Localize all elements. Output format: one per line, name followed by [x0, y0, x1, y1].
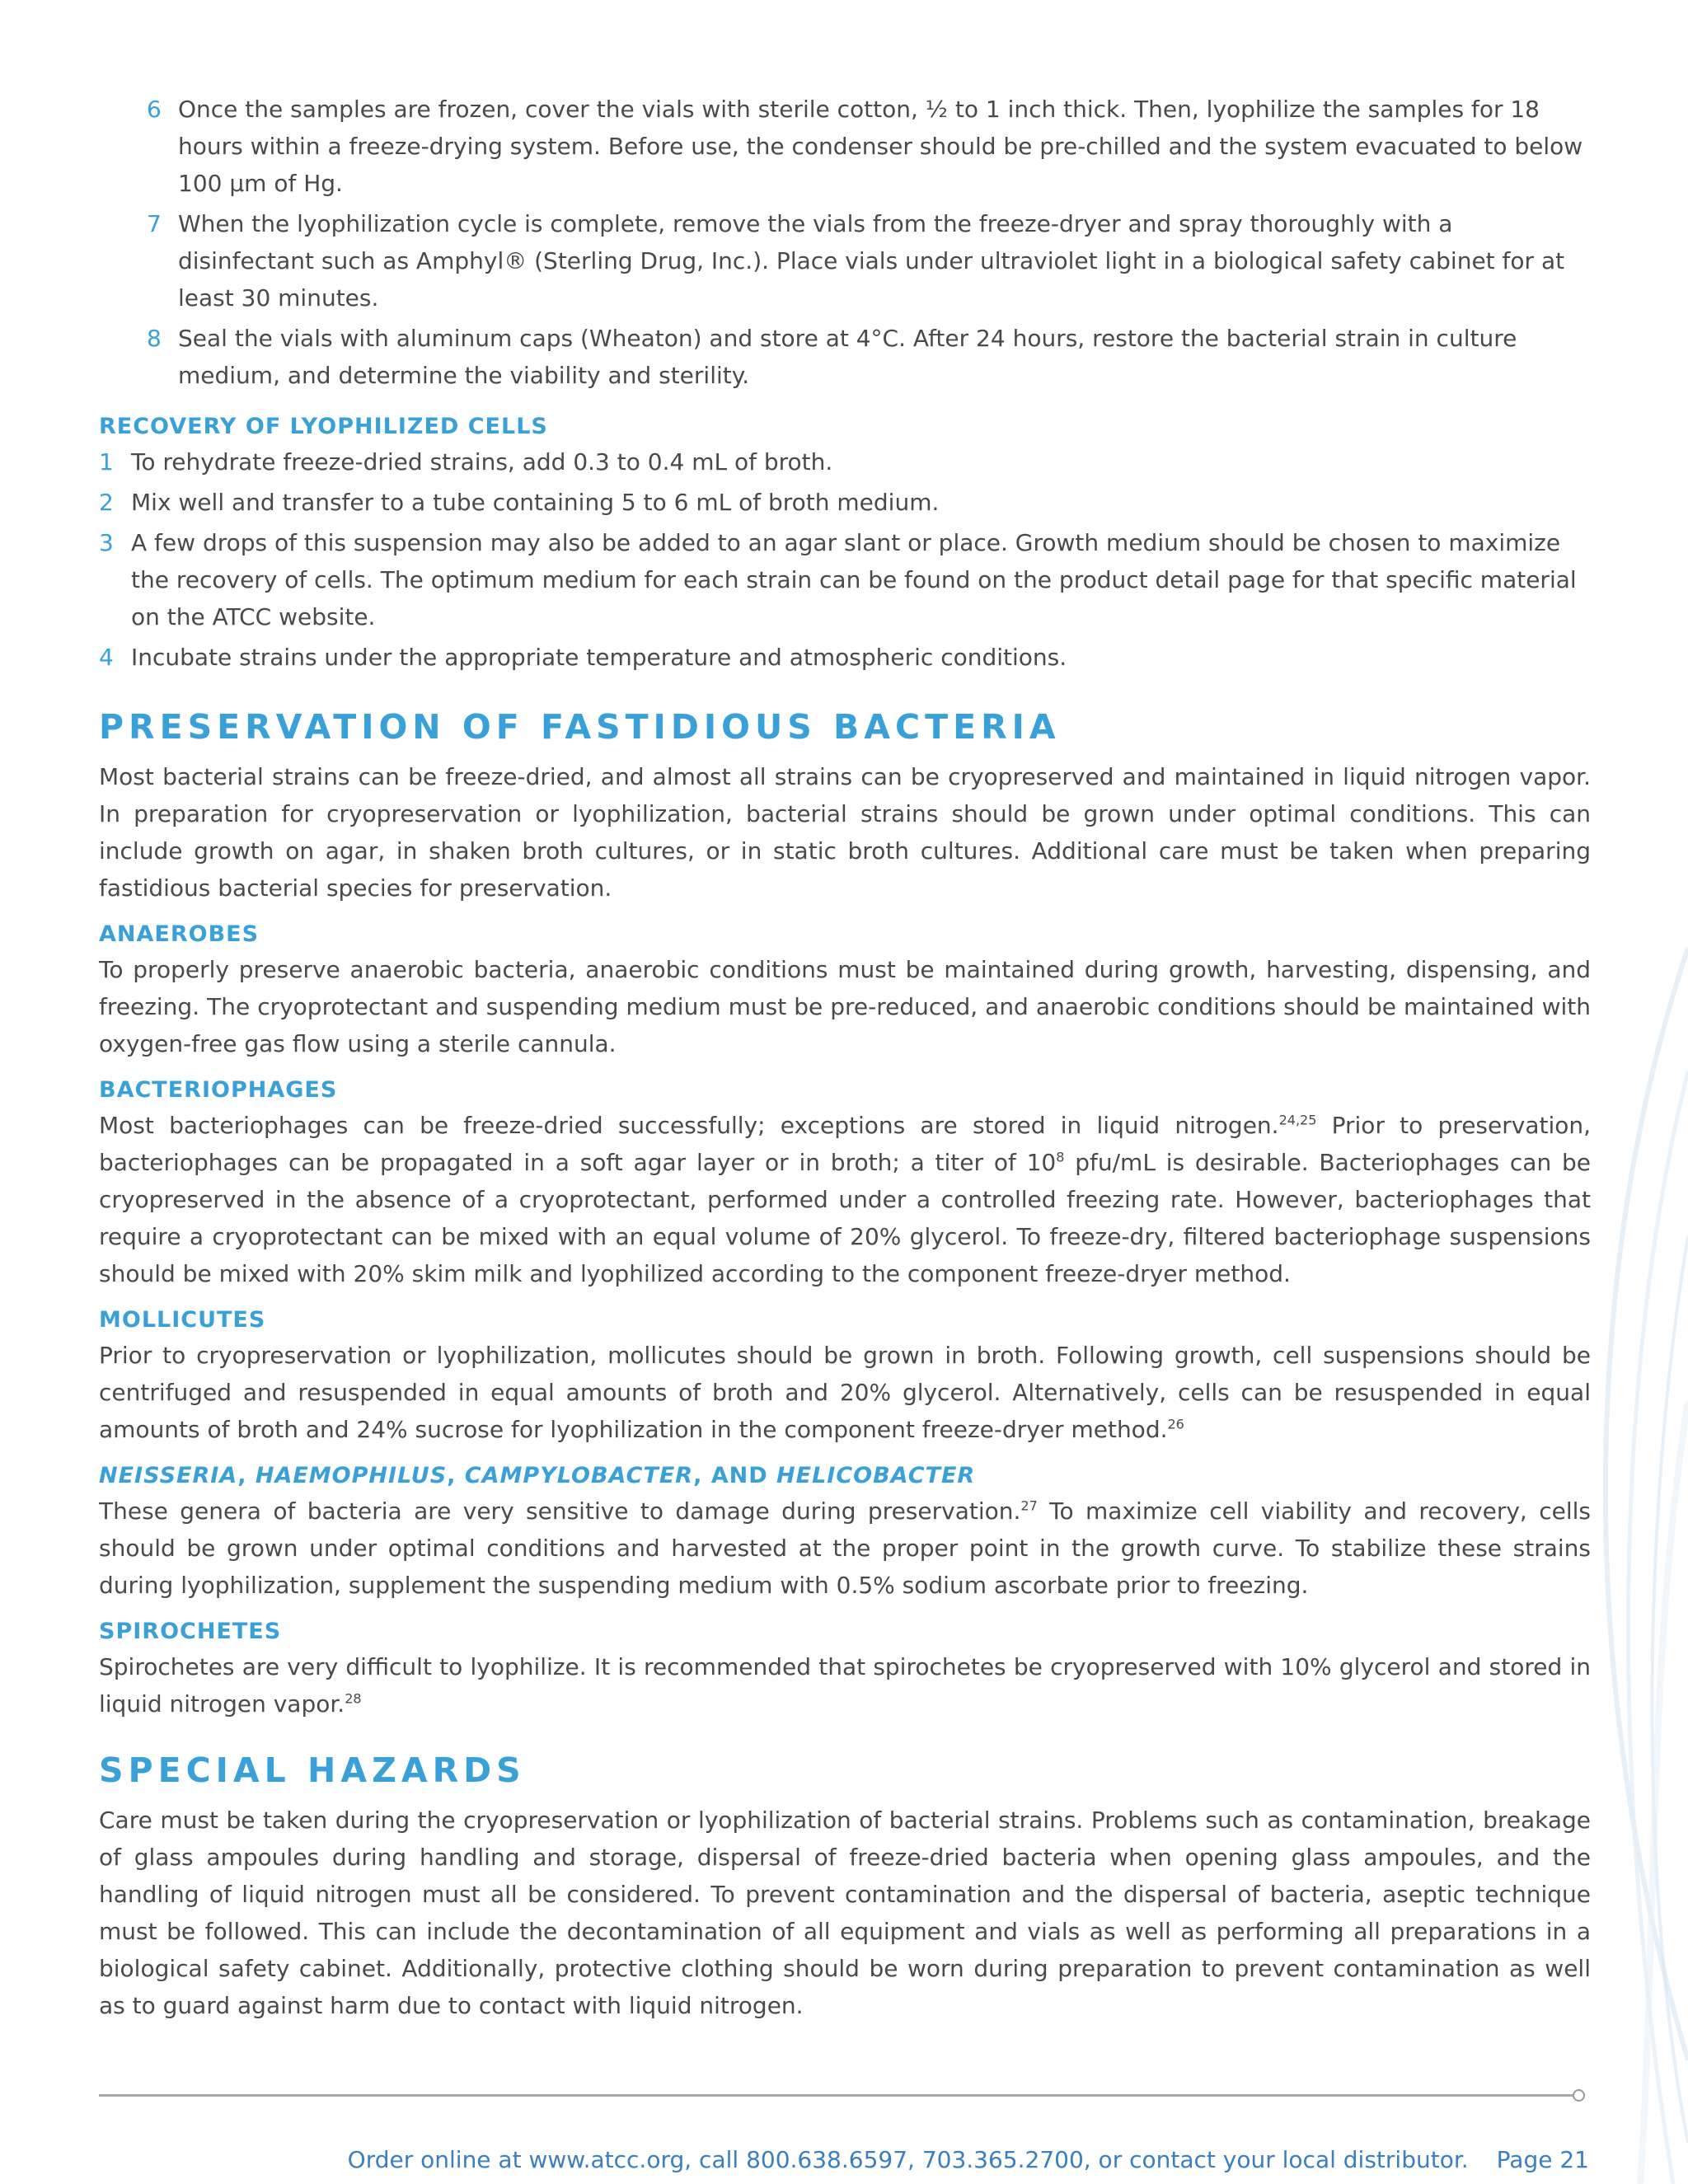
- list-item: [147, 205, 1591, 316]
- genus-name: HELICOBACTER: [776, 1463, 976, 1488]
- bacteriophages-text: [99, 1107, 1591, 1292]
- step-text: Seal the vials with aluminum caps (Wheaton) and store at 4°C. After 24 hours, restore the bacterial strain in culture medium, and determine the viability and sterility.: [178, 325, 1517, 389]
- hazards-text: Care must be taken during the cryopreservation or lyophilization of bacterial strains. Problems such as contamination, breakage of glass ampoules during handling and storage, dispersal of freeze-dried bacteria when opening glass ampoules, and the handling of liquid nitrogen must all be considered. To prevent contamination and the dispersal of bacteria, aseptic technique must be followed. This can include the decontamination of all equipment and vials as well as performing all preparations in a biological safety cabinet. Additionally, protective clothing should be worn during preparation to prevent contamination as well as to guard against harm due to contact with liquid nitrogen.: [99, 1807, 1591, 2019]
- footer-contact: Order online at www.atcc.org, call 800.638.6597, 703.365.2700, or contact your local distributor.: [347, 2146, 1469, 2173]
- genus-name: NEISSERIA: [99, 1463, 238, 1488]
- recovery-steps-list: [99, 443, 1591, 676]
- text-run: Prior to preservation, bacteriophages can be propagated in a soft agar layer or in broth; a titer of 10: [99, 1112, 1592, 1176]
- list-item: [99, 484, 1591, 521]
- step-number: 1: [99, 448, 114, 476]
- recovery-heading: RECOVERY OF LYOPHILIZED CELLS: [99, 414, 548, 439]
- citation-ref: 24,25: [1278, 1112, 1317, 1128]
- list-item: [99, 524, 1591, 635]
- mollicutes-heading: MOLLICUTES: [99, 1307, 266, 1333]
- list-item: [147, 320, 1591, 394]
- exponent: 8: [1056, 1149, 1065, 1165]
- footer-rule: [99, 2094, 1582, 2097]
- step-text: A few drops of this suspension may also be added to an agar slant or place. Growth medium should be chosen to maximize the recovery of cells. The optimum medium for each strain can be found on the product detail page for that specific material on the ATCC website.: [131, 529, 1577, 630]
- separator: , AND: [693, 1463, 777, 1488]
- anaerobes-text: To properly preserve anaerobic bacteria, anaerobic conditions must be maintained during growth, harvesting, dispensing, and freezing. The cryoprotectant and suspending medium must be pre-reduced, and anaerobic conditions should be maintained with oxygen-free gas flow using a sterile cannula.: [99, 956, 1591, 1057]
- genus-name: CAMPYLOBACTER: [464, 1463, 694, 1488]
- citation-ref: 28: [345, 1690, 362, 1707]
- step-number: 4: [99, 644, 114, 671]
- page-number: Page 21: [1496, 2146, 1589, 2173]
- fastidious-heading: PRESERVATION OF FASTIDIOUS BACTERIA: [99, 707, 1061, 747]
- footer-rule-endpoint: [1573, 2089, 1585, 2102]
- text-run: Prior to cryopreservation or lyophilization, mollicutes should be grown in broth. Following growth, cell suspensions should be centrifuged and resuspended in equal amounts of broth and 20% glycerol. Alternatively, cells can be resuspended in equal amounts of broth and 24% sucrose for lyophilization in the component freeze-dryer method.: [99, 1342, 1591, 1443]
- lyophilization-steps-list: [147, 91, 1591, 394]
- neisseria-text: [99, 1493, 1591, 1604]
- text-run: Most bacteriophages can be freeze-dried successfully; exceptions are stored in liquid nitrogen.: [99, 1112, 1279, 1139]
- text-run: Spirochetes are very difficult to lyophilize. It is recommended that spirochetes be cryopreserved with 10% glycerol and stored in liquid nitrogen vapor.: [99, 1653, 1591, 1718]
- citation-ref: 27: [1020, 1497, 1038, 1514]
- step-text: To rehydrate freeze-dried strains, add 0.3 to 0.4 mL of broth.: [131, 448, 833, 476]
- step-number: 7: [147, 210, 162, 237]
- genus-name: HAEMOPHILUS: [255, 1463, 448, 1488]
- step-text: Once the samples are frozen, cover the vials with sterile cotton, ½ to 1 inch thick. Then, lyophilize the samples for 18 hours within a freeze-drying system. Before use, the condenser should be pre-chilled and the system evacuated to below 100 µm of Hg.: [178, 96, 1583, 197]
- text-run: These genera of bacteria are very sensitive to damage during preservation.: [99, 1497, 1021, 1525]
- step-number: 3: [99, 529, 114, 556]
- step-number: 6: [147, 96, 162, 123]
- separator: ,: [237, 1463, 256, 1488]
- list-item: [99, 639, 1591, 676]
- step-number: 8: [147, 325, 162, 352]
- footer: [348, 2146, 1589, 2173]
- spirochetes-heading: SPIROCHETES: [99, 1619, 282, 1644]
- text-run: To maximize cell viability and recovery, cells should be grown under optimal conditions and harvested at the proper point in the growth curve. To stabilize these strains during lyophilization, supplement the suspending medium with 0.5% sodium ascorbate prior to freezing.: [99, 1497, 1591, 1599]
- anaerobes-heading: ANAEROBES: [99, 921, 260, 947]
- list-item: [99, 443, 1591, 480]
- bacteriophages-heading: BACTERIOPHAGES: [99, 1077, 338, 1103]
- hazards-heading: SPECIAL HAZARDS: [99, 1750, 526, 1790]
- step-text: When the lyophilization cycle is complete, remove the vials from the freeze-dryer and spray thoroughly with a disinfectant such as Amphyl® (Sterling Drug, Inc.). Place vials under ultraviolet light in a biological safety cabinet for at least 30 minutes.: [178, 210, 1565, 312]
- text-run: pfu/mL is desirable. Bacteriophages can be cryopreserved in the absence of a cryoprotectant, performed under a controlled freezing rate. However, bacteriophages that require a cryoprotectant can be mixed with an equal volume of 20% glycerol. To freeze-dry, filtered bacteriophage suspensions should be mixed with 20% skim milk and lyophilized according to the component freeze-dryer method.: [99, 1149, 1592, 1287]
- page-content: [99, 91, 1591, 2036]
- step-text: Incubate strains under the appropriate temperature and atmospheric conditions.: [131, 644, 1067, 671]
- separator: ,: [447, 1463, 465, 1488]
- citation-ref: 26: [1167, 1416, 1184, 1432]
- neisseria-heading: [99, 1460, 1591, 1493]
- step-text: Mix well and transfer to a tube containing 5 to 6 mL of broth medium.: [131, 489, 940, 516]
- list-item: [147, 91, 1591, 202]
- mollicutes-text: [99, 1337, 1591, 1448]
- spirochetes-text: [99, 1648, 1591, 1722]
- fastidious-intro: Most bacterial strains can be freeze-dried, and almost all strains can be cryopreserved and maintained in liquid nitrogen vapor. In preparation for cryopreservation or lyophilization, bacterial strains should be grown under optimal conditions. This can include growth on agar, in shaken broth cultures, or in static broth cultures. Additional care must be taken when preparing fastidious bacterial species for preservation.: [99, 763, 1591, 902]
- step-number: 2: [99, 489, 114, 516]
